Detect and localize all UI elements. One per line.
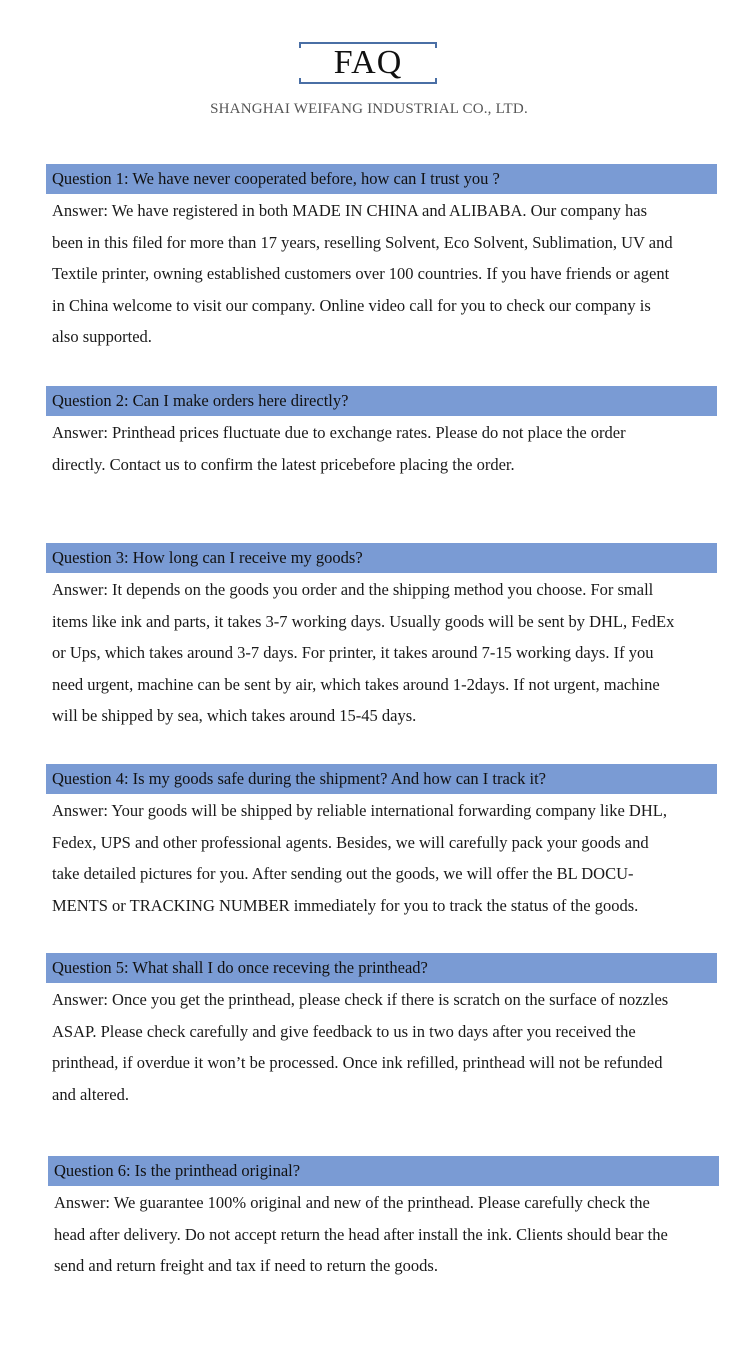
answer-line: need urgent, machine can be sent by air, which takes around 1-2days. If not urgent, machine bbox=[52, 674, 660, 694]
answer-1 bbox=[46, 194, 712, 353]
faq-item-5 bbox=[46, 953, 717, 1110]
question-3: Question 3: How long can I receive my goods? bbox=[46, 543, 717, 573]
answer-2 bbox=[46, 416, 712, 480]
answer-line: also supported. bbox=[52, 327, 152, 346]
answer-line: Fedex, UPS and other professional agents. Besides, we will carefully pack your goods and bbox=[52, 832, 649, 852]
faq-item-6 bbox=[48, 1156, 719, 1282]
answer-line: or Ups, which takes around 3-7 days. For printer, it takes around 7-15 working days. If you bbox=[52, 643, 654, 662]
answer-line: send and return freight and tax if need to return the goods. bbox=[54, 1256, 438, 1275]
question-6: Question 6: Is the printhead original? bbox=[48, 1156, 719, 1186]
answer-line: head after delivery. Do not accept return the head after install the ink. Clients should bear the bbox=[54, 1224, 668, 1244]
answer-4 bbox=[46, 794, 712, 921]
answer-line: items like ink and parts, it takes 3-7 working days. Usually goods will be sent by DHL, FedEx bbox=[52, 611, 675, 631]
answer-line: Answer: Your goods will be shipped by reliable international forwarding company like DHL, bbox=[52, 801, 667, 820]
answer-line: ASAP. Please check carefully and give feedback to us in two days after you received the bbox=[52, 1021, 636, 1041]
answer-line: Answer: Once you get the printhead, please check if there is scratch on the surface of nozzles bbox=[52, 990, 669, 1009]
answer-line: Answer: We have registered in both MADE IN CHINA and ALIBABA. Our company has bbox=[52, 201, 648, 220]
answer-line: Answer: We guarantee 100% original and new of the printhead. Please carefully check the bbox=[54, 1193, 650, 1212]
answer-line: take detailed pictures for you. After sending out the goods, we will offer the BL DOCU- bbox=[52, 864, 634, 883]
answer-5 bbox=[46, 983, 712, 1110]
answer-line: and altered. bbox=[52, 1084, 129, 1104]
faq-item-3 bbox=[46, 543, 717, 732]
company-name: SHANGHAI WEIFANG INDUSTRIAL CO., LTD. bbox=[210, 101, 528, 117]
answer-line: Textile printer, owning established customers over 100 countries. If you have friends or agent bbox=[52, 264, 670, 283]
answer-line: MENTS or TRACKING NUMBER immediately for you to track the status of the goods. bbox=[52, 895, 639, 915]
answer-line: Answer: It depends on the goods you order and the shipping method you choose. For small bbox=[52, 580, 654, 599]
answer-3 bbox=[46, 573, 712, 732]
answer-line: will be shipped by sea, which takes around 15-45 days. bbox=[52, 706, 417, 725]
faq-item-4 bbox=[46, 764, 717, 921]
answer-6 bbox=[48, 1186, 714, 1282]
answer-line: in China welcome to visit our company. Online video call for you to check our company is bbox=[52, 295, 651, 315]
faq-item-1 bbox=[46, 164, 717, 353]
question-4: Question 4: Is my goods safe during the shipment? And how can I track it? bbox=[46, 764, 717, 794]
question-1: Question 1: We have never cooperated before, how can I trust you ? bbox=[46, 164, 717, 194]
faq-title-box bbox=[299, 42, 437, 84]
faq-item-2 bbox=[46, 386, 717, 480]
answer-line: Answer: Printhead prices fluctuate due to exchange rates. Please do not place the order bbox=[52, 423, 626, 442]
page-title: FAQ bbox=[333, 44, 403, 81]
question-5: Question 5: What shall I do once receving the printhead? bbox=[46, 953, 717, 983]
answer-line: printhead, if overdue it won’t be processed. Once ink refilled, printhead will not be refunded bbox=[52, 1053, 663, 1072]
answer-line: directly. Contact us to confirm the latest pricebefore placing the order. bbox=[52, 454, 515, 474]
question-2: Question 2: Can I make orders here directly? bbox=[46, 386, 717, 416]
answer-line: been in this filed for more than 17 years, reselling Solvent, Eco Solvent, Sublimation, UV and bbox=[52, 232, 673, 252]
